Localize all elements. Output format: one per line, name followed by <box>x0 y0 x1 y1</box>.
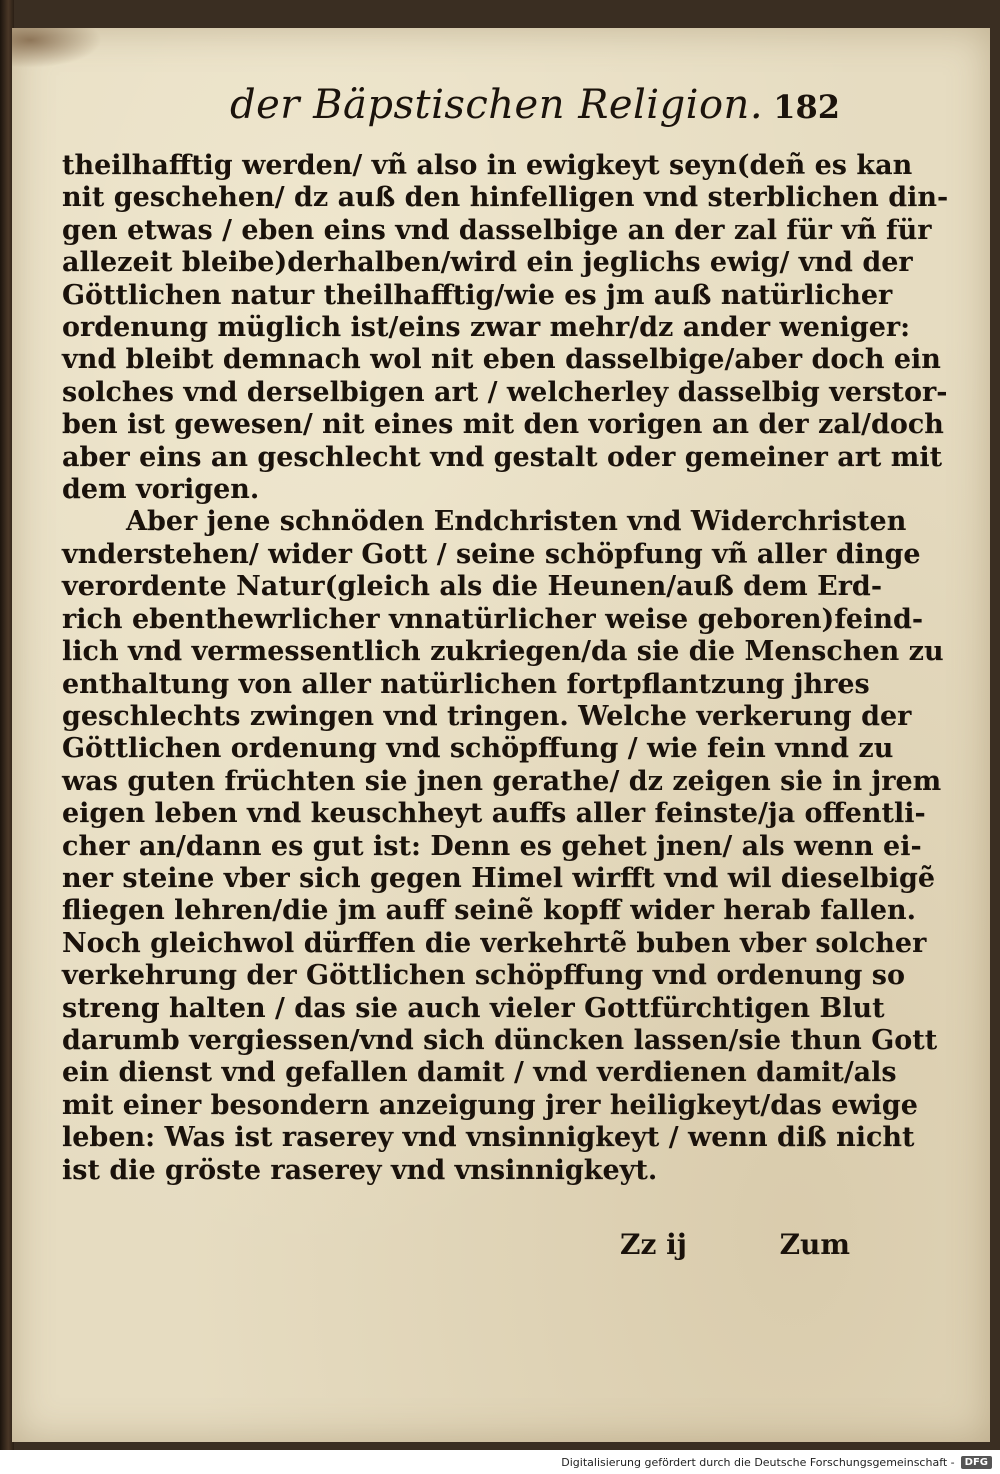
text-line: Göttlichen natur theilhafftig/wie es jm auß natürlicher <box>62 279 893 311</box>
paragraph-1 <box>62 150 949 506</box>
text-line: was guten früchten sie jnen gerathe/ dz zeigen sie in jrem <box>62 765 942 797</box>
text-line: mit einer besondern anzeigung jrer heiligkeyt/das ewige <box>62 1089 918 1121</box>
text-line: cher an/dann es gut ist: Denn es gehet jnen/ als wenn ei- <box>62 830 922 862</box>
text-line: ein dienst vnd gefallen damit / vnd verdienen damit/als <box>62 1057 897 1089</box>
text-line: verordente Natur(gleich als die Heunen/auß dem Erd- <box>62 571 883 603</box>
text-line: aber eins an geschlecht vnd gestalt oder gemeiner art mit <box>62 441 943 473</box>
text-line: Göttlichen ordenung vnd schöpffung / wie fein vnnd zu <box>62 733 894 765</box>
page-header <box>230 82 850 142</box>
catchline <box>620 1228 850 1268</box>
text-line: darumb vergiessen/vnd sich düncken lassen/sie thun Gott <box>62 1024 938 1056</box>
text-line: streng halten / das sie auch vieler Gottfürchtigen Blut <box>62 992 885 1024</box>
text-line: allezeit bleibe)derhalben/wird ein jeglichs ewig/ vnd der <box>62 247 913 279</box>
text-line: vnd bleibt demnach wol nit eben dasselbige/aber doch ein <box>62 344 941 376</box>
running-title: der Bäpstischen Religion. <box>230 82 764 128</box>
text-line: ner steine vber sich gegen Himel wirfft vnd wil dieselbigẽ <box>62 862 936 894</box>
page-stain <box>12 28 102 68</box>
text-line: ben ist gewesen/ nit eines mit den vorigen an der zal/doch <box>62 409 944 441</box>
text-line: fliegen lehren/die jm auff seinẽ kopff wider herab fallen. <box>62 895 917 927</box>
paragraph-2 <box>62 506 944 1187</box>
text-line: leben: Was ist raserey vnd vnsinnigkeyt / wenn diß nicht <box>62 1122 915 1154</box>
folio-number: 182 <box>773 88 840 126</box>
text-line: solches vnd derselbigen art / welcherley dasselbig verstor- <box>62 376 948 408</box>
catchword: Zum <box>779 1228 850 1261</box>
funding-notice: Digitalisierung gefördert durch die Deutsche Forschungsgemeinschaft - <box>561 1455 955 1469</box>
text-line: ordenung müglich ist/eins zwar mehr/dz ander weniger: <box>62 312 911 344</box>
signature-mark: Zz ij <box>620 1228 687 1261</box>
text-line: verkehrung der Göttlichen schöpffung vnd ordenung so <box>62 960 905 992</box>
text-line: Noch gleichwol dürffen die verkehrtẽ buben vber solcher <box>62 927 927 959</box>
text-line: lich vnd vermessentlich zukriegen/da sie die Menschen zu <box>62 636 944 668</box>
text-line: ist die gröste raserey vnd vnsinnigkeyt. <box>62 1154 658 1186</box>
body-text <box>62 150 949 1187</box>
text-line: gen etwas / eben eins vnd dasselbige an der zal für vñ für <box>62 214 932 246</box>
dfg-logo-icon: DFG <box>961 1456 992 1469</box>
text-line: nit geschehen/ dz auß den hinfelligen vnd sterblichen din- <box>62 182 949 214</box>
digitization-footer <box>561 1452 992 1472</box>
text-line: theilhafftig werden/ vñ also in ewigkeyt seyn(deñ es kan <box>62 150 913 181</box>
text-line: dem vorigen. <box>62 474 260 506</box>
text-line: eigen leben vnd keuschheyt auffs aller feinste/ja offentli- <box>62 798 926 830</box>
text-line: vnderstehen/ wider Gott / seine schöpfung vñ aller dinge <box>62 538 921 570</box>
text-line: enthaltung von aller natürlichen fortpflantzung jhres <box>62 668 870 700</box>
text-line: Aber jene schnöden Endchristen vnd Widerchristen <box>126 506 907 538</box>
text-line: rich ebenthewrlicher vnnatürlicher weise geboren)feind- <box>62 603 924 635</box>
text-line: geschlechts zwingen vnd tringen. Welche verkerung der <box>62 700 912 732</box>
